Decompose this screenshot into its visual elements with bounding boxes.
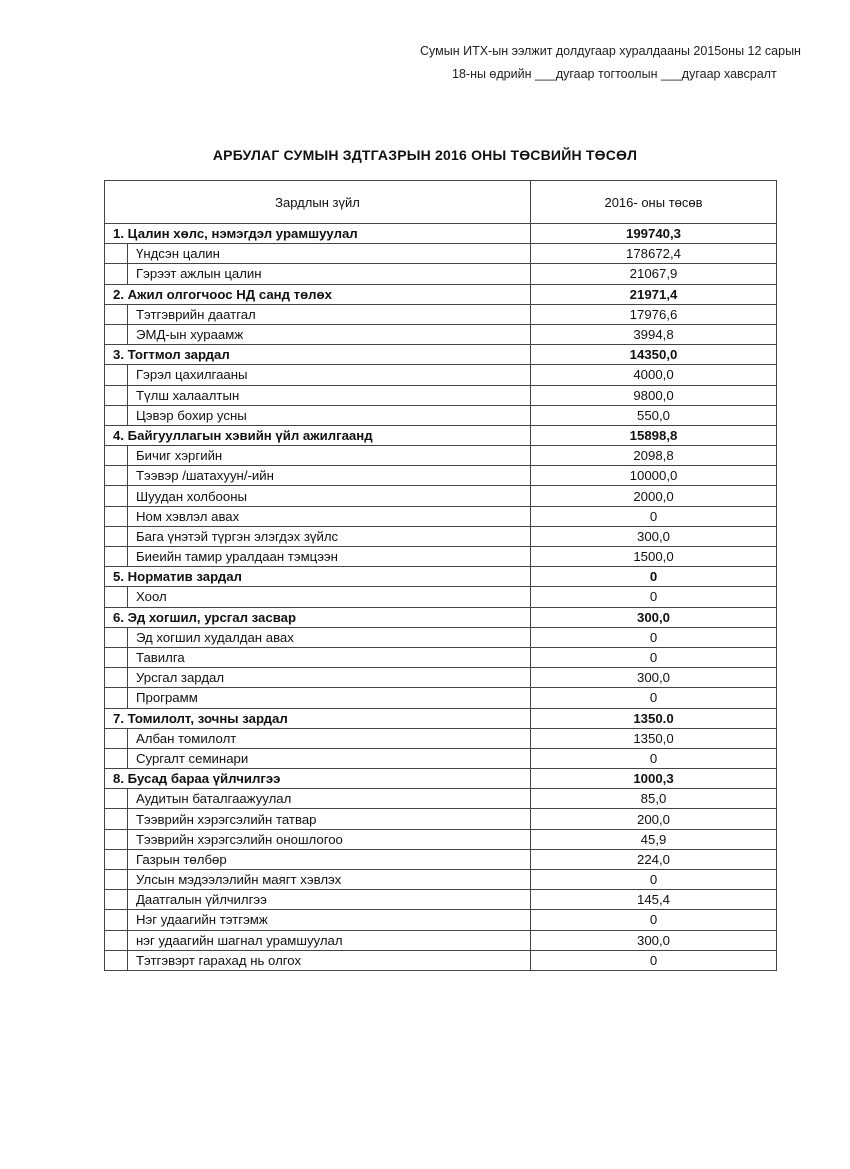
item-row — [105, 728, 777, 748]
indent-cell — [105, 405, 128, 425]
indent-cell — [105, 930, 128, 950]
item-label: Бичиг хэргийн — [128, 446, 531, 466]
group-label: 4. Байгууллагын хэвийн үйл ажилгаанд — [105, 425, 531, 445]
item-value: 224,0 — [531, 849, 777, 869]
indent-cell — [105, 506, 128, 526]
item-value: 300,0 — [531, 668, 777, 688]
column-header-expense-item: Зардлын зүйл — [105, 181, 531, 224]
group-total: 1350.0 — [531, 708, 777, 728]
budget-table-body — [105, 224, 777, 971]
indent-cell — [105, 748, 128, 768]
attachment-note-line-1: Сумын ИТХ-ын ээлжит долдугаар хуралдааны 2015оны 12 сарын — [420, 44, 801, 58]
group-row — [105, 224, 777, 244]
item-label: Тэтгэврийн даатгал — [128, 304, 531, 324]
item-row — [105, 446, 777, 466]
item-label: Бага үнэтэй түргэн элэгдэх зүйлс — [128, 526, 531, 546]
indent-cell — [105, 688, 128, 708]
indent-cell — [105, 789, 128, 809]
item-label: Нэг удаагийн тэтгэмж — [128, 910, 531, 930]
indent-cell — [105, 950, 128, 970]
group-label: 7. Томилолт, зочны зардал — [105, 708, 531, 728]
group-label: 2. Ажил олгогчоос НД санд төлөх — [105, 284, 531, 304]
group-total: 14350,0 — [531, 345, 777, 365]
item-label: Цэвэр бохир усны — [128, 405, 531, 425]
item-label: Ном хэвлэл авах — [128, 506, 531, 526]
item-label: Гэрээт ажлын цалин — [128, 264, 531, 284]
item-value: 3994,8 — [531, 324, 777, 344]
item-row — [105, 748, 777, 768]
item-row — [105, 365, 777, 385]
group-row — [105, 769, 777, 789]
item-label: ЭМД-ын хураамж — [128, 324, 531, 344]
item-value: 300,0 — [531, 526, 777, 546]
item-row — [105, 587, 777, 607]
group-total: 0 — [531, 567, 777, 587]
item-value: 45,9 — [531, 829, 777, 849]
item-row — [105, 264, 777, 284]
item-value: 0 — [531, 506, 777, 526]
item-row — [105, 647, 777, 667]
indent-cell — [105, 486, 128, 506]
item-row — [105, 486, 777, 506]
item-value: 300,0 — [531, 930, 777, 950]
item-label: Тээвэр /шатахуун/-ийн — [128, 466, 531, 486]
item-label: Улсын мэдээлэлийн маягт хэвлэх — [128, 870, 531, 890]
group-row — [105, 567, 777, 587]
item-row — [105, 547, 777, 567]
item-label: Аудитын баталгаажуулал — [128, 789, 531, 809]
attachment-note-line-2: 18-ны өдрийн ___дугаар тогтоолын ___дугаар хавсралт — [452, 67, 777, 81]
item-value: 0 — [531, 587, 777, 607]
item-label: Тээврийн хэрэгсэлийн оношлогоо — [128, 829, 531, 849]
indent-cell — [105, 385, 128, 405]
indent-cell — [105, 526, 128, 546]
group-row — [105, 345, 777, 365]
document-title: АРБУЛАГ СУМЫН ЗДТГАЗРЫН 2016 ОНЫ ТӨСВИЙН ТӨСӨЛ — [212, 147, 638, 163]
item-row — [105, 870, 777, 890]
indent-cell — [105, 587, 128, 607]
item-label: Тээврийн хэрэгсэлийн татвар — [128, 809, 531, 829]
item-label: Тэтгэвэрт гарахад нь олгох — [128, 950, 531, 970]
item-value: 0 — [531, 870, 777, 890]
budget-table — [104, 180, 777, 971]
item-row — [105, 506, 777, 526]
indent-cell — [105, 365, 128, 385]
indent-cell — [105, 466, 128, 486]
table-header-row — [105, 181, 777, 224]
group-label: 3. Тогтмол зардал — [105, 345, 531, 365]
item-label: Үндсэн цалин — [128, 244, 531, 264]
indent-cell — [105, 829, 128, 849]
item-value: 1350,0 — [531, 728, 777, 748]
item-value: 85,0 — [531, 789, 777, 809]
item-value: 0 — [531, 950, 777, 970]
indent-cell — [105, 264, 128, 284]
item-value: 9800,0 — [531, 385, 777, 405]
item-label: Сургалт семинари — [128, 748, 531, 768]
item-label: Биеийн тамир уралдаан тэмцээн — [128, 547, 531, 567]
item-row — [105, 809, 777, 829]
item-row — [105, 950, 777, 970]
indent-cell — [105, 890, 128, 910]
item-label: Эд хогшил худалдан авах — [128, 627, 531, 647]
item-value: 21067,9 — [531, 264, 777, 284]
item-value: 2098,8 — [531, 446, 777, 466]
item-row — [105, 930, 777, 950]
item-row — [105, 688, 777, 708]
item-row — [105, 910, 777, 930]
indent-cell — [105, 244, 128, 264]
item-value: 17976,6 — [531, 304, 777, 324]
item-label: Газрын төлбөр — [128, 849, 531, 869]
item-value: 4000,0 — [531, 365, 777, 385]
group-row — [105, 607, 777, 627]
item-value: 0 — [531, 688, 777, 708]
item-value: 0 — [531, 627, 777, 647]
indent-cell — [105, 627, 128, 647]
item-value: 200,0 — [531, 809, 777, 829]
indent-cell — [105, 647, 128, 667]
item-label: Хоол — [128, 587, 531, 607]
attachment-note — [380, 40, 820, 86]
group-total: 1000,3 — [531, 769, 777, 789]
item-value: 0 — [531, 910, 777, 930]
item-row — [105, 789, 777, 809]
item-label: нэг удаагийн шагнал урамшуулал — [128, 930, 531, 950]
item-label: Тавилга — [128, 647, 531, 667]
group-label: 6. Эд хогшил, урсгал засвар — [105, 607, 531, 627]
indent-cell — [105, 809, 128, 829]
item-row — [105, 526, 777, 546]
item-row — [105, 466, 777, 486]
group-label: 8. Бусад бараа үйлчилгээ — [105, 769, 531, 789]
item-value: 0 — [531, 748, 777, 768]
item-label: Гэрэл цахилгааны — [128, 365, 531, 385]
group-row — [105, 708, 777, 728]
group-row — [105, 425, 777, 445]
item-row — [105, 627, 777, 647]
group-total: 199740,3 — [531, 224, 777, 244]
indent-cell — [105, 870, 128, 890]
item-value: 178672,4 — [531, 244, 777, 264]
indent-cell — [105, 304, 128, 324]
indent-cell — [105, 910, 128, 930]
indent-cell — [105, 547, 128, 567]
item-row — [105, 385, 777, 405]
indent-cell — [105, 849, 128, 869]
item-row — [105, 668, 777, 688]
group-row — [105, 284, 777, 304]
item-value: 550,0 — [531, 405, 777, 425]
item-value: 1500,0 — [531, 547, 777, 567]
item-label: Программ — [128, 688, 531, 708]
item-row — [105, 324, 777, 344]
group-label: 5. Норматив зардал — [105, 567, 531, 587]
column-header-budget-2016: 2016- оны төсөв — [531, 181, 777, 224]
indent-cell — [105, 446, 128, 466]
item-value: 0 — [531, 647, 777, 667]
indent-cell — [105, 324, 128, 344]
item-value: 2000,0 — [531, 486, 777, 506]
item-value: 145,4 — [531, 890, 777, 910]
item-label: Албан томилолт — [128, 728, 531, 748]
item-label: Шуудан холбооны — [128, 486, 531, 506]
item-row — [105, 405, 777, 425]
indent-cell — [105, 668, 128, 688]
item-row — [105, 829, 777, 849]
indent-cell — [105, 728, 128, 748]
item-value: 10000,0 — [531, 466, 777, 486]
item-row — [105, 890, 777, 910]
item-label: Урсгал зардал — [128, 668, 531, 688]
item-row — [105, 849, 777, 869]
item-label: Түлш халаалтын — [128, 385, 531, 405]
item-row — [105, 304, 777, 324]
item-label: Даатгалын үйлчилгээ — [128, 890, 531, 910]
group-total: 21971,4 — [531, 284, 777, 304]
item-row — [105, 244, 777, 264]
group-label: 1. Цалин хөлс, нэмэгдэл урамшуулал — [105, 224, 531, 244]
group-total: 15898,8 — [531, 425, 777, 445]
group-total: 300,0 — [531, 607, 777, 627]
